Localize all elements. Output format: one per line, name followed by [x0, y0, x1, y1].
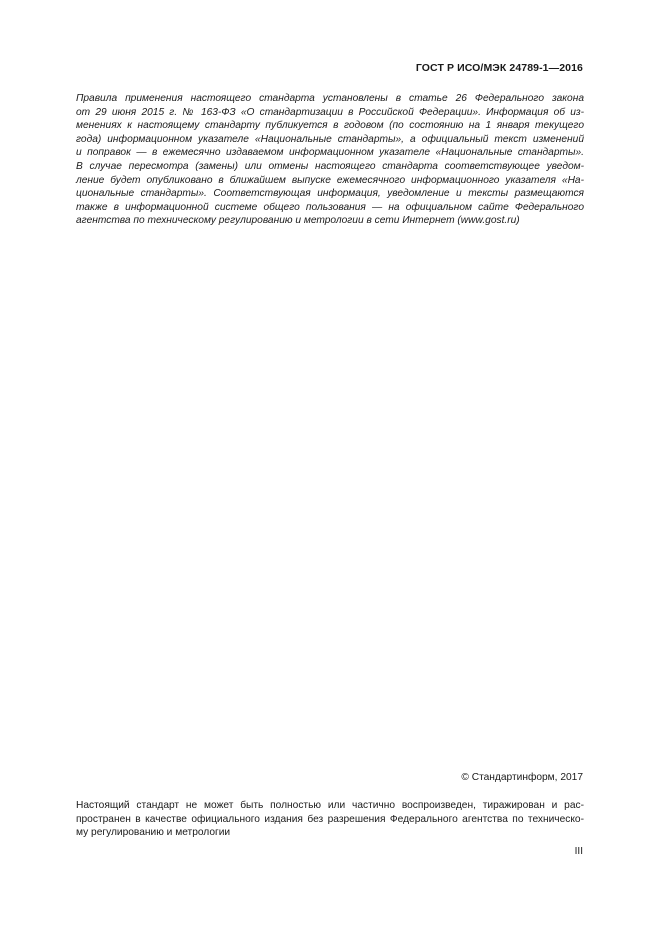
notice-line: менениях к настоящему стандарту публикуется в годовом (по состоянию на 1 января текущего: [76, 120, 584, 132]
reproduction-notice: [76, 799, 584, 840]
notice-line: также в информационной системе общего пользования — на официальном сайте Федерального: [76, 201, 584, 213]
reproduction-line: му регулированию и метрологии: [76, 827, 231, 839]
notice-line: ление будет опубликовано в ближайшем выпуске ежемесячного информационного указателя «На-: [76, 174, 584, 186]
notice-line: агентства по техническому регулированию и метрологии в сети Интернет (www.gost.ru): [76, 215, 520, 227]
reproduction-line: Настоящий стандарт не может быть полностью или частично воспроизведен, тиражирован и рас-: [76, 800, 584, 811]
notice-line: Правила применения настоящего стандарта установлены в статье 26 Федерального закона: [76, 93, 584, 104]
standard-id-header: ГОСТ Р ИСО/МЭК 24789-1—2016: [415, 62, 583, 74]
notice-line: циональные стандарты». Соответствующая информация, уведомление и тексты размещаются: [76, 188, 584, 200]
notice-line: от 29 июня 2015 г. № 163-ФЗ «О стандартизации в Российской Федерации». Информация об из-: [76, 106, 584, 118]
page-number: III: [574, 846, 583, 857]
application-rules-notice: [76, 92, 584, 228]
notice-line: года) информационном указателе «Национальные стандарты», а официальный текст изменений: [76, 133, 584, 145]
notice-line: и поправок — в ежемесячно издаваемом информационном указателе «Национальные стандарты».: [76, 147, 584, 159]
notice-line: В случае пересмотра (замены) или отмены настоящего стандарта соответствующее уведом-: [76, 160, 584, 172]
reproduction-line: пространен в качестве официального издания без разрешения Федерального агентства по техническо-: [76, 813, 584, 825]
copyright-line: © Стандартинформ, 2017: [461, 772, 583, 783]
